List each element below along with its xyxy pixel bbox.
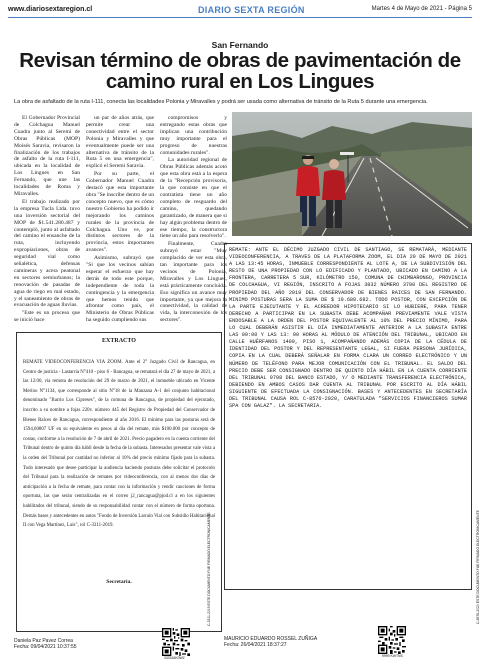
remate-qr-code-text: 9999 KWTNS — [382, 654, 403, 658]
article-column-2 — [86, 115, 154, 329]
remate-text: REMATE: ANTE EL DÉCIMO JUZGADO CIVIL DE SANTIAGO, SE REMATARÁ, MEDIANTE VIDEOCONFERENCIA, A TRAVES DE LA PLATAFORMA ZOOM, EL DIA 20 DE MAYO DE 2021 A LAS 13:45 HORAS, INMUEBLE CORRESPONDIENTE AL LOTE A, DE LA SUBDIVISIÓN DEL RESTO DE UNA PROPIEDAD CON LO EDIFICADO Y PLANTADO, UBICADO EN CAMINO A LA FRONTERA, CARRETERA 5 SUR, KILÓMETRO 150, COMUNA DE CHIMBARONGO, PROVINCIA DE COLCHAGUA, VI REGIÓN, INSCRITO A FOJAS 3832 NÚMERO 3780 DEL REGISTRO DE PROPIEDAD DEL AÑO 2019 DEL CONSERVADOR DE BIENES RAICES DE SAN FERNANDO. MINIMO POSTURAS SERA LA SUMA DE $ 19.688.682. TODO POSTOR, CON EXCEPCIÓN DE LA PARTE EJECUTANTE Y EL ACREEDOR HIPOTECARIO SI LO HUBIERE, PARA TENER DERECHO A PARTICIPAR EN LA SUBASTA DEBE ACOMPAÑAR PREVIAMENTE VALE VISTA ENDOSABLE A LA ORDEN DEL POSTOR EQUIVALENTE AL 10% DEL PRECIO MÍNIMO, PARA LO CUAL DEBERÁN ASISTIR EL DÍA INMEDIATAMENTE ANTERIOR A LA SUBASTA ENTRE LAS 09:00 Y LAS 13: 00 HORAS AL MÓDULO DE ATENCIÓN DEL TRIBUNAL, UBICADO EN CALLE HUÉRFANOS 1409, PISO 1, ACOMPAÑANDO ADEMÁS COPIA DE LA CÉDULA DE IDENTIDAD DEL POSTOR Y DEL REPRESENTANTE LEGAL, SI FUERA PERSONA JURÍDICA, COPIA EN LA CUAL DEBERÁ SEÑALAR EN FORMA CLARA UN CORREO ELECTRÓNICO Y UN NÚMERO DE TELÉFONO PARA MEJOR COMUNICACIÓN CON EL TRIBUNAL. EL SALDO DEL PRECIO DEBE SER CONSIGNADO DENTRO DE QUINTO DÍA HÁBIL EN LA CUENTA CORRIENTE DEL TRIBUNAL 9708 DEL BANCO ESTADO, Y/ O MEDIANTE TRANSFERENCIA ELECTRÓNICA, DEBIENDO EN AMBOS CASOS DAR CUENTA AL TRIBUNAL POR ESCRITO AL DÍA HÁBIL SIGUIENTE DE EFECTUADA LA CONSIGNACIÓN. BASES Y ANTECEDENTES EN SECRETARÍA DEL TRIBUNAL CAUSA ROL C-8576-2020, CARATULADA "SERVICIOS FINANCIEROS SUMAR SPA CON GALAZ". LA SECRETARIA. — [229, 247, 467, 410]
paragraph: La autoridad regional de Obras Públicas además acotó que esta obra está a la espera de la "Recepción provisoria, la que consiste en que el contratista tiene un año completo de resguardo del camino, quedando garantizado, de manera que si hay algún problema dentro de ese tiempo, la constructora tiene un año para resolverlo". — [160, 157, 227, 240]
extracto-qr-code-text: 333316K0WZ — [164, 656, 185, 660]
remate-signer: MAURICIO EDUARDO ROSSEL ZUÑIGA — [224, 636, 318, 642]
paragraph: un par de años atrás, que permite crear una conectividad entre el sector Polonia y Miravalles y que eventualmente puede ser una alternativa de tránsito de la Ruta 5 en una emergencia", explicó el Seremi Saravia. — [86, 115, 154, 170]
paragraph: compromisos y entregando estas obras que implican una contribución muy importante para el progreso de nuestras comunidades rurales". — [160, 115, 227, 156]
article-photo — [232, 112, 472, 236]
dateline: Martes 4 de Mayo de 2021 - Página 5 — [371, 6, 472, 12]
header-rule — [8, 17, 472, 18]
extracto-side-code: C-3311-2019 ESTE DOCUMENTO FUE FIRMADO ELECTRONICAMENTE — [207, 512, 211, 626]
extracto-qr-code-icon — [162, 628, 190, 656]
extracto-sign-date: Fecha: 09/04/2021 10:37:55 — [14, 644, 77, 650]
legal-notice-remate — [224, 243, 472, 590]
remate-qr-code-icon — [378, 626, 406, 654]
paragraph: El trabajo realizado por la empresa Tucla Ltda. tuvo una inversión sectorial del MOP de $1.541.280.487 y contempló, junto al asfaltado del camino el ensanche de la ruta, incluyendo expropiaciones, obras de seguridad vial como señalética, defensas camineras y acera peatonal en sectores semiurbanos; la renovación de pasadas de agua de riego en mal estado, y el saneamiento de obras de evacuación de aguas lluvias. — [14, 198, 80, 309]
paragraph: Asimismo, subrayó que "Si que los vecinos sabían esperar el esfuerzo que hay detrás de todo este porque, independiente de toda la contingencia y la emergencia que hemos tenido que afrontar como país, el Ministerio de Obras Públicas ha seguido cumpliendo sus — [86, 255, 154, 324]
remate-sign-date: Fecha: 26/04/2021 18:37:27 — [224, 642, 287, 648]
photo-road-with-officials — [232, 112, 472, 236]
section-title: DIARIO SEXTA REGIÓN — [198, 5, 305, 15]
legal-notice-extracto — [16, 332, 222, 632]
site-url[interactable]: www.diariosextaregion.cl — [8, 6, 93, 13]
paragraph: Por su parte, el Gobernador Manuel Cuadra destacó que esta importante obra "Se inscribe dentro de un concepto nuevo, que es cómo nuestro Gobierno ha podido ir mejorando los caminos rurales de la provincia de Colchagua. Uno ve, por distintos sectores de la provincia, estos importantes avances". — [86, 171, 154, 254]
article-column-3 — [160, 115, 227, 329]
article-lede: La obra de asfaltado de la ruta I-111, conecta las localidades Polonia y Miravalles y podrá ser usada como alternativa de tránsito de la Ruta 5 durante una emergencia. — [14, 99, 428, 105]
extracto-title: EXTRACTO — [102, 338, 136, 344]
remate-side-code: C-8576-2020 ESTE DOCUMENTO FUE FIRMADO ELECTRONICAMENTE — [476, 510, 480, 624]
article-column-1 — [14, 115, 80, 329]
remate-signer-block — [224, 636, 317, 648]
article-kicker: San Fernando — [211, 40, 269, 50]
paragraph: El Gobernador Provincial de Colchagua Manuel Cuadra junto al Seremi de Obras Públicas (MOP) Moisés Saravia, revisaron la finalización de los trabajos de asfalto de la ruta I-111, ubicada en la localidad de Los Lingues en San Fernando, que une las localidades de Roma y Miravalles. — [14, 115, 80, 197]
article-headline: Revisan término de obras de pavimentación de camino rural en Los Lingues — [19, 49, 461, 93]
paragraph: "Este es un proceso que se inició hace — [14, 310, 80, 324]
paragraph: Finalmente, Cuadra subrayó estar "Muy complacido de ver esta obra, tan importante para los vecinos de Polonia, Miravalles y Los Lingues, está prácticamente concluida. Eso significa un avance muy importante, ya que mejora la conectividad, la calidad de vida, la interconexión de los sectores". — [160, 241, 227, 324]
extracto-body: REMATE VIDEOCONFERENCIA VIA ZOOM. Ante el 2° Juzgado Civil de Rancagua, en Centro de justicia - Lastarria N°410 - piso 6 - Rancagua, se rematará el día 27 de mayo de 2021, a las 12:00, vía remota de resolución del 29 de marzo de 2021, el inmueble ubicado en Vicente Merino N°1134, que corresponde al sitio N°18 de la Manzana A-1 del conjunto habitacional denominado "Barrio Los Cipreses", de la comuna de Rancagua, de propiedad del ejecutado, inscrito a su nombre a fojas 220v. número 445 del Registro de Propiedad del Conservador de Bienes Raíces de Rancagua, correspondiente al año 2016. El mínimo para las posturas será de 1594,60807 UF en su equivalente en pesos al día del remate, más $100.000 por concepto de costas, conforme a la resolución de 7 de abril de 2021. Precio pagadero en la cuenta corriente del Tribunal dentro de quinto día hábil desde la fecha de la subasta. Interesados presentar vale vista a la orden del Tribunal por cantidad no inferior al 10% del precio mínimo fijado para la subasta. Todo interesado que desee participar la audiencia haciendo posturas debe solicitar el protocolo del Tribunal para la realización de remates por videoconferencia, con al menos dos días de anticipación a la fecha de remate, para contar con la información y rendir cauciones de forma oportuna, las que serán centralizadas en el correo j2_rancagua@pjud.cl a en los siguientes habilitados del tribunal, siendo de su responsabilidad contar con el número de forma oportuna. Demás bases y antecedentes en autos "Fondo de Inversión Larraín Vial con Subsidio Habitacional II con Vega Martínez, Luis", rol C-3311-2019. — [23, 360, 215, 529]
extracto-signer: Daniela Paz Pavez Correa — [14, 638, 73, 644]
extracto-signer-block — [14, 638, 77, 650]
extracto-signature: Secretaria. — [106, 579, 132, 585]
